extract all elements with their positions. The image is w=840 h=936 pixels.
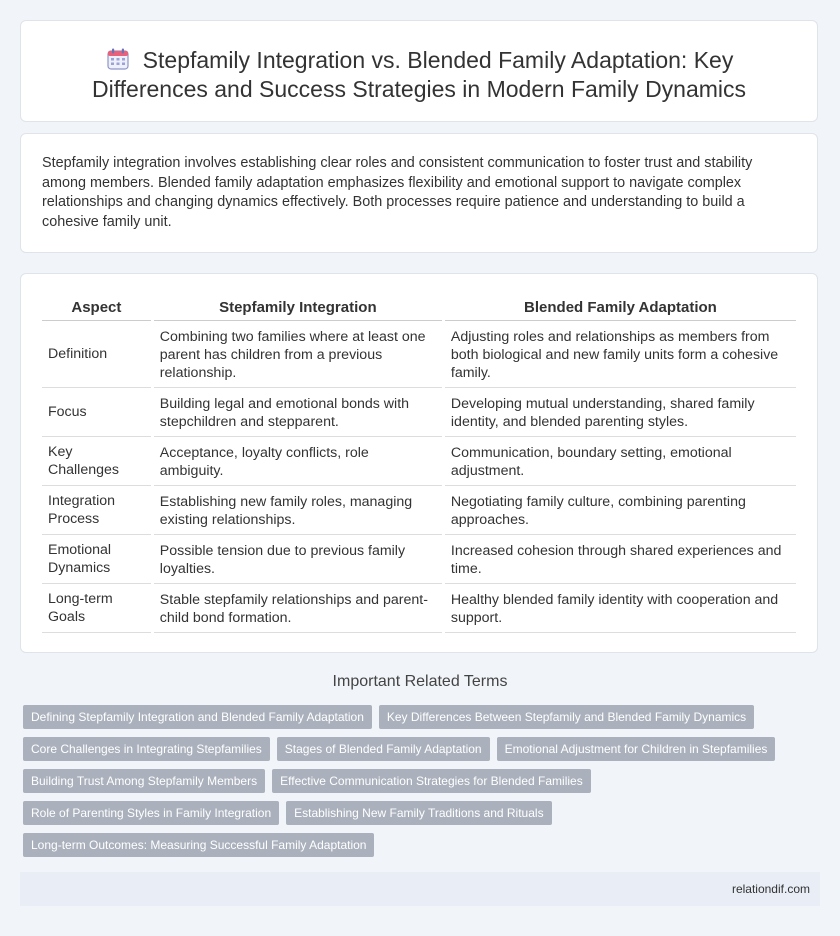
related-term-link[interactable]: Core Challenges in Integrating Stepfamilies [23, 737, 270, 761]
header-stepfamily: Stepfamily Integration [154, 294, 442, 321]
table-row [42, 486, 796, 535]
related-term-link[interactable]: Long-term Outcomes: Measuring Successful Family Adaptation [23, 833, 374, 857]
table-row [42, 535, 796, 584]
row-stepfamily: Stable stepfamily relationships and parent-child bond formation. [154, 584, 442, 633]
related-term-link[interactable]: Emotional Adjustment for Children in Stepfamilies [497, 737, 776, 761]
comparison-table [39, 294, 799, 633]
intro-paragraph: Stepfamily integration involves establishing clear roles and consistent communication to foster trust and stability among members. Blended family adaptation emphasizes flexibility and emotional support to navigate complex relationships and changing dynamics effectively. Both processes require patience and understanding to build a cohesive family unit. [42, 155, 753, 230]
title-card [20, 20, 818, 122]
calendar-icon [105, 46, 131, 72]
page-title [21, 46, 817, 104]
row-aspect: Key Challenges [42, 437, 151, 486]
row-blended: Healthy blended family identity with cooperation and support. [445, 584, 796, 633]
table-row [42, 584, 796, 633]
row-stepfamily: Possible tension due to previous family loyalties. [154, 535, 442, 584]
row-blended: Developing mutual understanding, shared family identity, and blended parenting styles. [445, 388, 796, 437]
row-aspect: Long-term Goals [42, 584, 151, 633]
row-blended: Communication, boundary setting, emotional adjustment. [445, 437, 796, 486]
related-terms-heading: Important Related Terms [332, 673, 508, 690]
related-term-link[interactable]: Effective Communication Strategies for Blended Families [272, 769, 591, 793]
row-stepfamily: Combining two families where at least one parent has children from a previous relationship. [154, 321, 442, 388]
row-stepfamily: Establishing new family roles, managing existing relationships. [154, 486, 442, 535]
table-header-row [42, 294, 796, 321]
row-aspect: Integration Process [42, 486, 151, 535]
row-aspect: Definition [42, 321, 151, 388]
header-blended: Blended Family Adaptation [445, 294, 796, 321]
row-blended: Negotiating family culture, combining parenting approaches. [445, 486, 796, 535]
row-aspect: Emotional Dynamics [42, 535, 151, 584]
related-term-link[interactable]: Establishing New Family Traditions and Rituals [286, 801, 551, 825]
related-term-link[interactable]: Role of Parenting Styles in Family Integration [23, 801, 279, 825]
header-aspect: Aspect [42, 294, 151, 321]
intro-card [20, 133, 818, 253]
footer-site: relationdif.com [731, 882, 810, 896]
related-term-link[interactable]: Stages of Blended Family Adaptation [277, 737, 490, 761]
row-blended: Adjusting roles and relationships as members from both biological and new family units form a cohesive family. [445, 321, 796, 388]
table-row [42, 388, 796, 437]
table-row [42, 321, 796, 388]
page-title-text: Stepfamily Integration vs. Blended Family Adaptation: Key Differences and Success Strategies in Modern Family Dynamics [91, 47, 747, 102]
footer [20, 872, 820, 906]
table-row [42, 437, 796, 486]
row-aspect: Focus [42, 388, 151, 437]
related-term-link[interactable]: Building Trust Among Stepfamily Members [23, 769, 265, 793]
comparison-card [20, 273, 818, 653]
related-term-link[interactable]: Key Differences Between Stepfamily and Blended Family Dynamics [379, 705, 754, 729]
row-blended: Increased cohesion through shared experiences and time. [445, 535, 796, 584]
row-stepfamily: Building legal and emotional bonds with stepchildren and stepparent. [154, 388, 442, 437]
row-stepfamily: Acceptance, loyalty conflicts, role ambiguity. [154, 437, 442, 486]
related-term-link[interactable]: Defining Stepfamily Integration and Blended Family Adaptation [23, 705, 372, 729]
related-terms-list [23, 705, 823, 865]
